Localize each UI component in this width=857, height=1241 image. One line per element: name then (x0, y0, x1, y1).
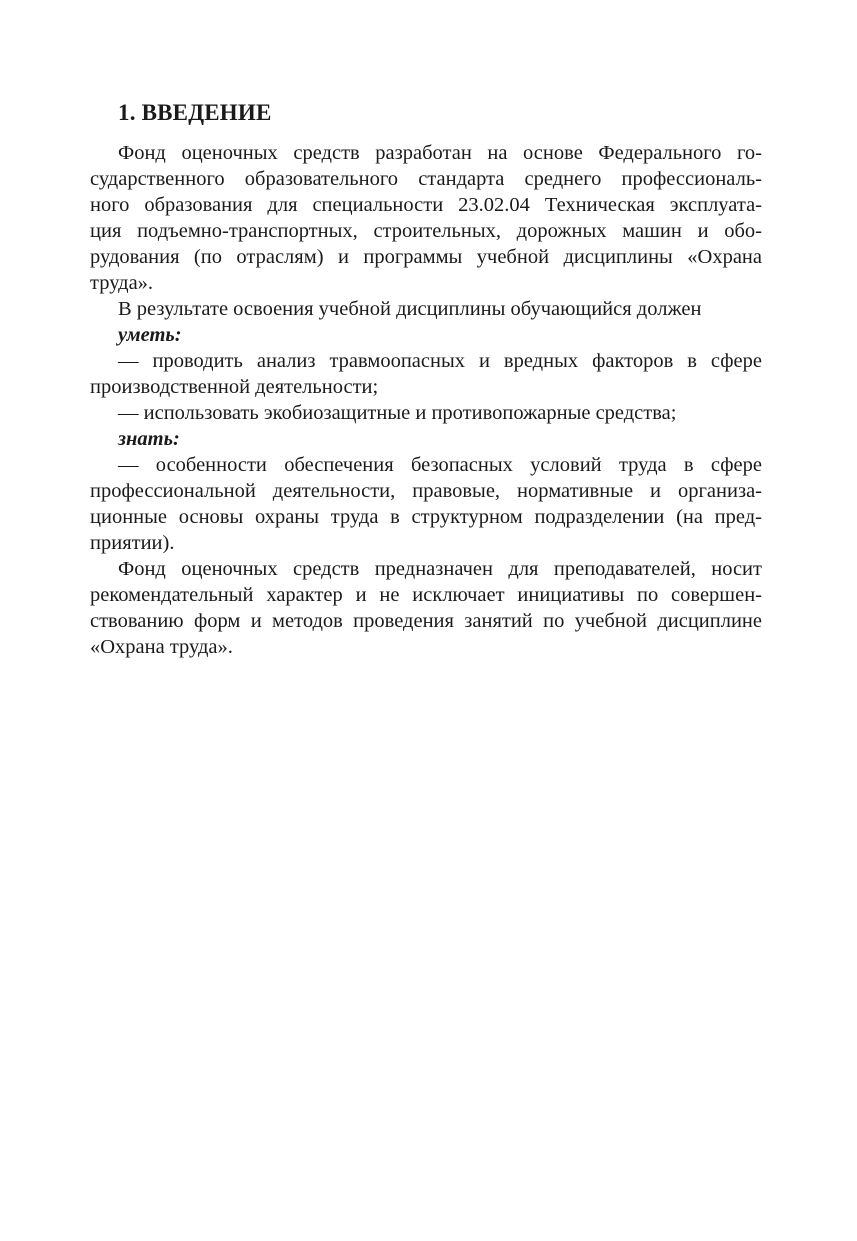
text-line: производственной деятельности; (90, 376, 379, 398)
text-line: Фонд оценочных средств предназначен для преподавателей, носит (118, 558, 762, 580)
text-line: ствованию форм и методов проведения занятий по учебной дисциплине (90, 610, 762, 632)
knowledge-label: знать: (118, 428, 180, 450)
skills-label: уметь: (118, 324, 182, 346)
text-line: ция подъемно-транспортных, строительных, дорожных машин и обо- (90, 220, 762, 242)
text-line: приятии). (90, 532, 175, 554)
intro-paragraph (90, 140, 762, 296)
text-line: В результате освоения учебной дисциплины обучающийся должен (118, 298, 702, 320)
text-line: ного образования для специальности 23.02.04 Техническая эксплуата- (90, 194, 762, 216)
text-line: труда». (90, 272, 154, 294)
result-paragraph (90, 296, 762, 322)
text-line: рекомендательный характер и не исключает инициативы по совершен- (90, 584, 762, 606)
text-line: — особенности обеспечения безопасных условий труда в сфере (118, 454, 762, 476)
text-line: «Охрана труда». (90, 636, 233, 658)
page-content (90, 96, 762, 660)
skill-item (90, 348, 762, 400)
text-line: сударственного образовательного стандарта среднего профессиональ- (90, 168, 762, 190)
text-line: — проводить анализ травмоопасных и вредных факторов в сфере (118, 350, 762, 372)
skill-item (90, 400, 762, 426)
text-line: профессиональной деятельности, правовые, нормативные и организа- (90, 480, 762, 502)
text-line: — использовать экобиозащитные и противопожарные средства; (118, 402, 677, 424)
text-line: Фонд оценочных средств разработан на основе Федерального го- (118, 142, 762, 164)
text-line: ционные основы охраны труда в структурном подразделении (на пред- (90, 506, 762, 528)
closing-paragraph (90, 556, 762, 660)
text-line: рудования (по отраслям) и программы учебной дисциплины «Охрана (90, 246, 762, 268)
knowledge-item (90, 452, 762, 556)
section-heading: 1. ВВЕДЕНИЕ (118, 100, 272, 125)
